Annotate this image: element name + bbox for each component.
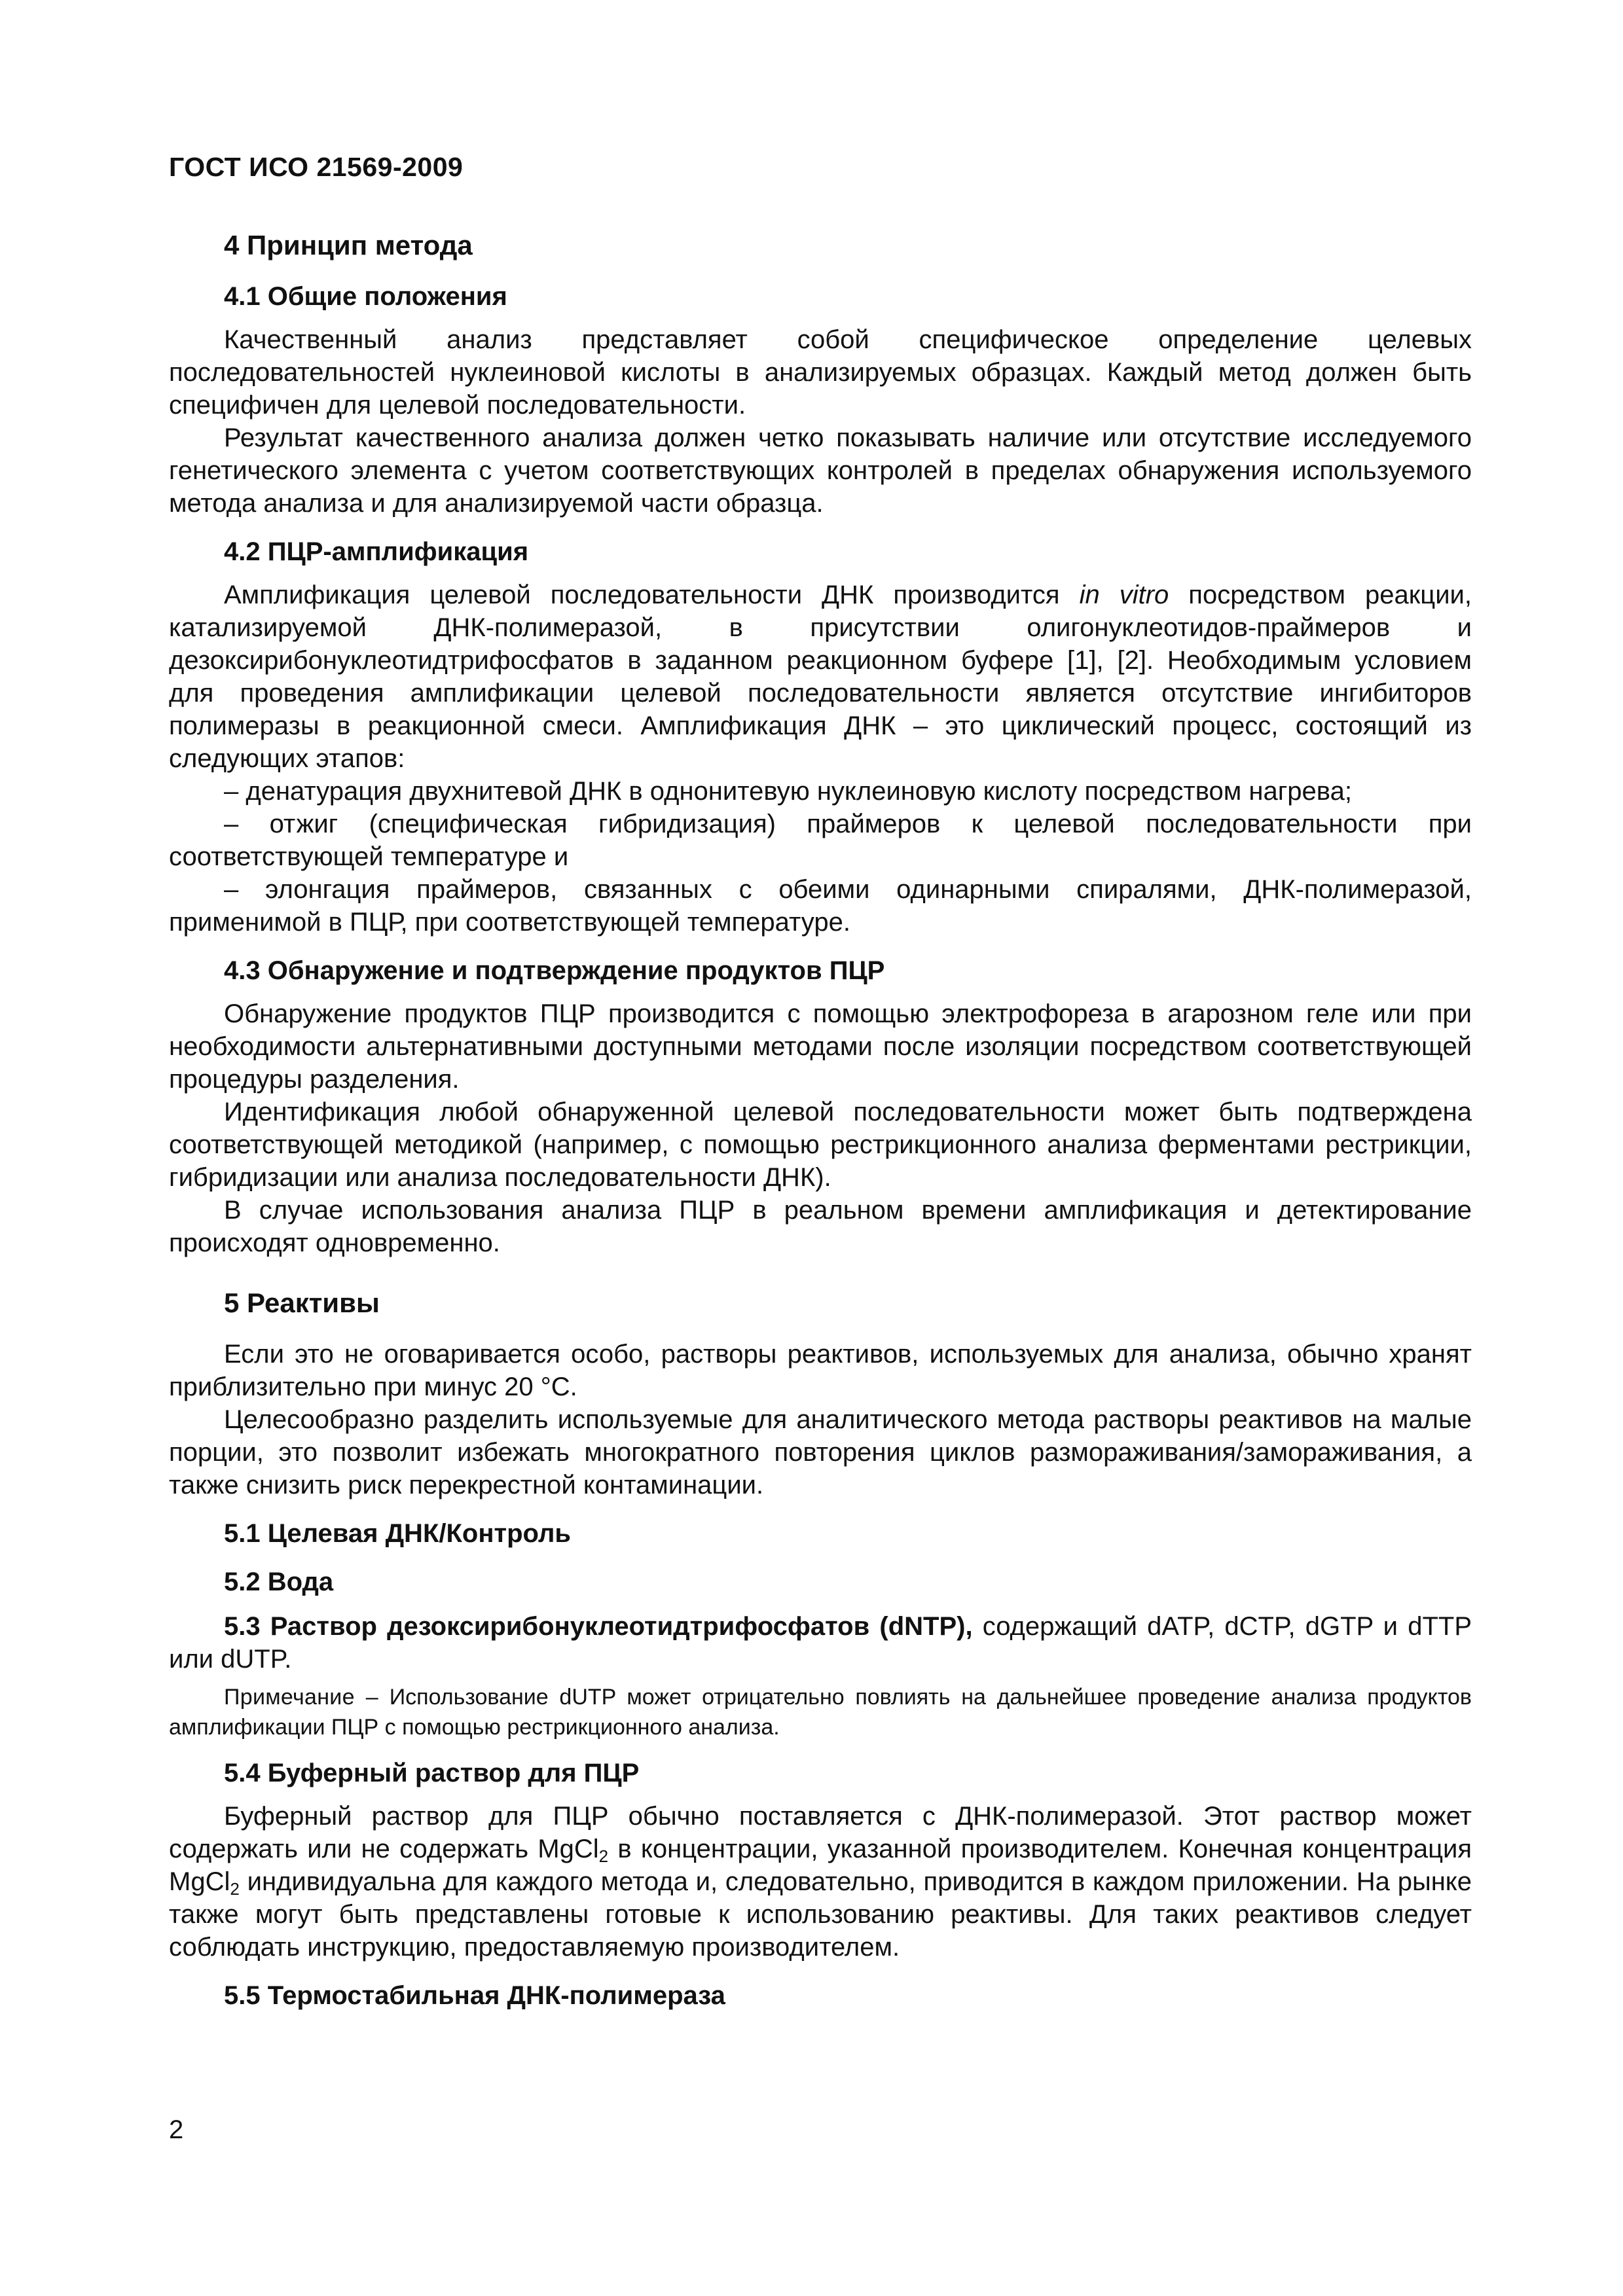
in-vitro-term: in vitro: [1079, 581, 1169, 609]
section-4-title: 4 Принцип метода: [224, 230, 473, 260]
section-5-1-title: 5.1 Целевая ДНК/Контроль: [224, 1519, 571, 1548]
section-4-3-paragraph: Обнаружение продуктов ПЦР производится с помощью электрофореза в агарозном геле или при необходимости альтернативными доступными методами после изоляции посредством соответствующей процедуры разделения.: [169, 999, 1472, 1094]
section-4-2-paragraph: Амплификация целевой последовательности ДНК производится in vitro посредством реакции, катализируемой ДНК-полимеразой, в присутствии олигонуклеотидов-праймеров и дезоксирибонуклеотидтрифосфатов в заданном реакционном буфере [1], [2]. Необходимым условием для проведения амплификации целевой последовательности является отсутствие ингибиторов полимеразы в реакционной смеси. Амплификация ДНК – это циклический процесс, состоящий из следующих этапов:: [169, 581, 1472, 773]
list-item: – денатурация двухнитевой ДНК в однонитевую нуклеиновую кислоту посредством нагрева;: [224, 777, 1352, 806]
section-5-4-paragraph: Буферный раствор для ПЦР обычно поставляется с ДНК-полимеразой. Этот раствор может содержать или не содержать MgCl$_2$ в концентрации, указанной производителем. Конечная концентрация MgCl$_2$ индивидуальна для каждого метода и, следовательно, приводится в каждом приложении. На рынке также могут быть представлены готовые к использованию реактивы. Для таких реактивов следует соблюдать инструкцию, предоставляемую производителем.: [169, 1802, 1472, 1962]
note: Примечание – Использование dUTP может отрицательно повлиять на дальнейшее проведение анализа продуктов амплификации ПЦР с помощью рестрикционного анализа.: [169, 1685, 1472, 1740]
section-4-1-title: 4.1 Общие положения: [224, 282, 507, 311]
section-5-paragraph: Если это не оговаривается особо, растворы реактивов, используемых для анализа, обычно хранят приблизительно при минус 20 °С.: [169, 1340, 1472, 1401]
list-item: – отжиг (специфическая гибридизация) праймеров к целевой последовательности при соответствующей температуре и: [169, 810, 1472, 871]
section-5-title: 5 Реактивы: [224, 1287, 380, 1318]
section-5-5-title: 5.5 Термостабильная ДНК-полимераза: [224, 1981, 725, 2010]
document-body: [169, 229, 1472, 2022]
section-4-3-title: 4.3 Обнаружение и подтверждение продуктов ПЦР: [224, 956, 885, 985]
section-5-4-title: 5.4 Буферный раствор для ПЦР: [224, 1759, 640, 1787]
note-label: Примечание –: [224, 1685, 379, 1710]
document-header: ГОСТ ИСО 21569-2009: [169, 152, 464, 182]
section-5-3-paragraph: 5.3 Раствор дезоксирибонуклеотидтрифосфатов (dNTP), содержащий dATP, dCTP, dGTP и dTTP или dUTP.: [169, 1612, 1472, 1674]
section-4-1-paragraph: Качественный анализ представляет собой специфическое определение целевых последовательностей нуклеиновой кислоты в анализируемых образцах. Каждый метод должен быть специфичен для целевой последовательности.: [169, 325, 1472, 420]
page-number: 2: [169, 2115, 184, 2144]
section-4-3-paragraph: Идентификация любой обнаруженной целевой последовательности может быть подтверждена соответствующей методикой (например, с помощью рестрикционного анализа ферментами рестрикции, гибридизации или анализа последовательности ДНК).: [169, 1098, 1472, 1192]
section-4-2-title: 4.2 ПЦР-амплификация: [224, 537, 529, 566]
list-item: – элонгация праймеров, связанных с обеими одинарными спиралями, ДНК-полимеразой, применимой в ПЦР, при соответствующей температуре.: [169, 875, 1472, 937]
section-4-3-paragraph: В случае использования анализа ПЦР в реальном времени амплификация и детектирование происходят одновременно.: [169, 1196, 1472, 1257]
section-5-3-title: 5.3 Раствор дезоксирибонуклеотидтрифосфатов (dNTP),: [224, 1612, 973, 1641]
section-5-paragraph: Целесообразно разделить используемые для аналитического метода растворы реактивов на малые порции, это позволит избежать многократного повторения циклов размораживания/замораживания, а также снизить риск перекрестной контаминации.: [169, 1405, 1472, 1499]
section-4-1-paragraph: Результат качественного анализа должен четко показывать наличие или отсутствие исследуемого генетического элемента с учетом соответствующих контролей в пределах обнаружения используемого метода анализа и для анализируемой части образца.: [169, 423, 1472, 518]
section-5-2-title: 5.2 Вода: [224, 1568, 334, 1596]
